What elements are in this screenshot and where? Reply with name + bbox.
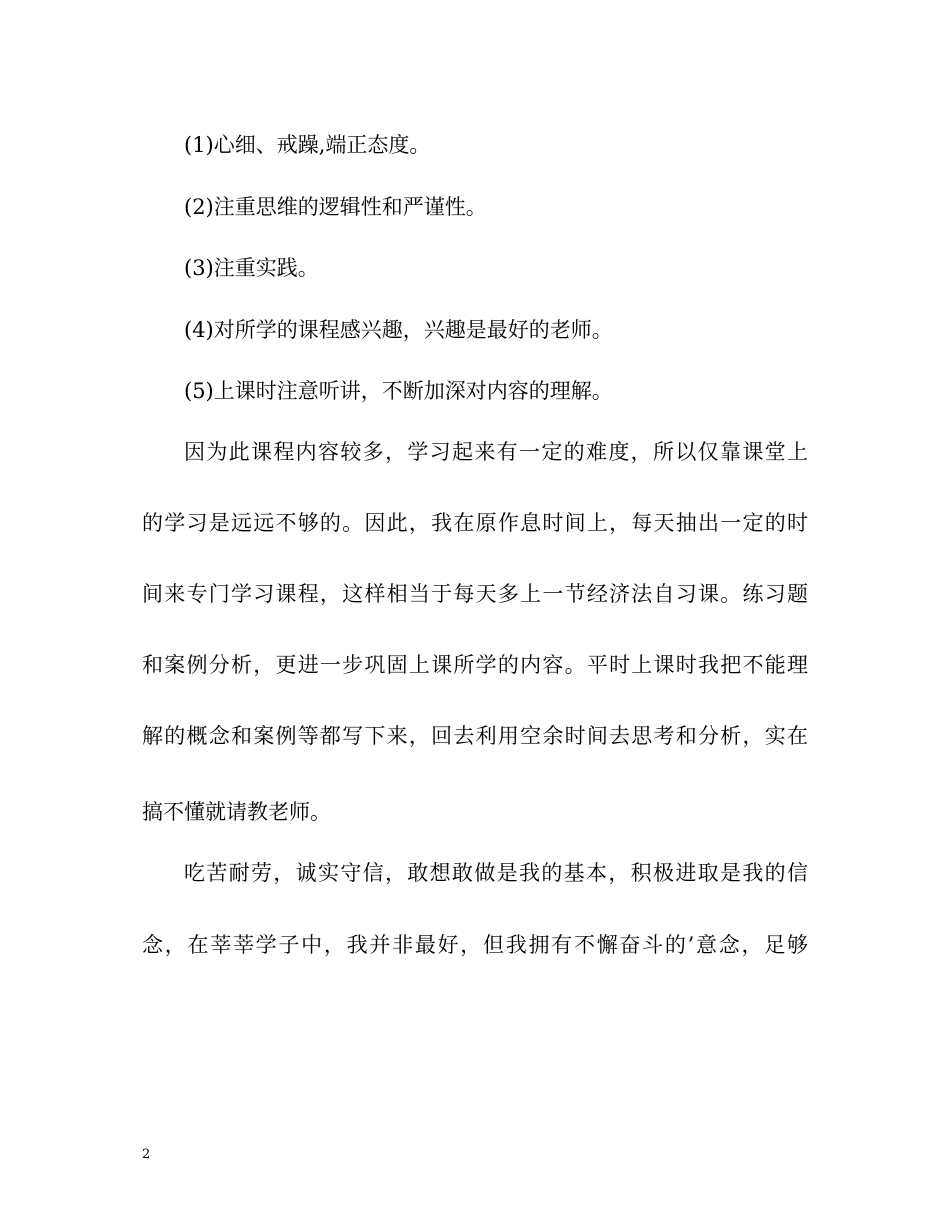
- paragraph1-line-2: 的学习是远远不够的。因此，我在原作息时间上，每天抽出一定的时: [142, 511, 808, 535]
- list-item-4: (4)对所学的课程感兴趣，兴趣是最好的老师。: [184, 318, 613, 342]
- list-item-3: (3)注重实践。: [184, 256, 319, 280]
- paragraph1-line-4: 和案例分析，更进一步巩固上课所学的内容。平时上课时我把不能理: [142, 653, 808, 677]
- list-item-2: (2)注重思维的逻辑性和严谨性。: [184, 195, 487, 219]
- list-item-5: (5)上课时注意听讲，不断加深对内容的理解。: [184, 379, 613, 403]
- paragraph2-line-1: 吃苦耐劳，诚实守信，敢想敢做是我的基本，积极进取是我的信: [184, 861, 808, 885]
- paragraph1-line-5: 解的概念和案例等都写下来，回去利用空余时间去思考和分析，实在: [142, 724, 808, 748]
- paragraph1-line-3: 间来专门学习课程，这样相当于每天多上一节经济法自习课。练习题: [142, 582, 808, 606]
- page-number: 2: [142, 1147, 151, 1162]
- paragraph2-line-2: 念，在莘莘学子中，我并非最好，但我拥有不懈奋斗的’意念，足够: [142, 933, 808, 957]
- paragraph1-line-1: 因为此课程内容较多，学习起来有一定的难度，所以仅靠课堂上: [184, 440, 808, 464]
- list-item-1: (1)心细、戒躁,端正态度。: [184, 133, 431, 157]
- paragraph1-line-6: 搞不懂就请教老师。: [142, 800, 331, 824]
